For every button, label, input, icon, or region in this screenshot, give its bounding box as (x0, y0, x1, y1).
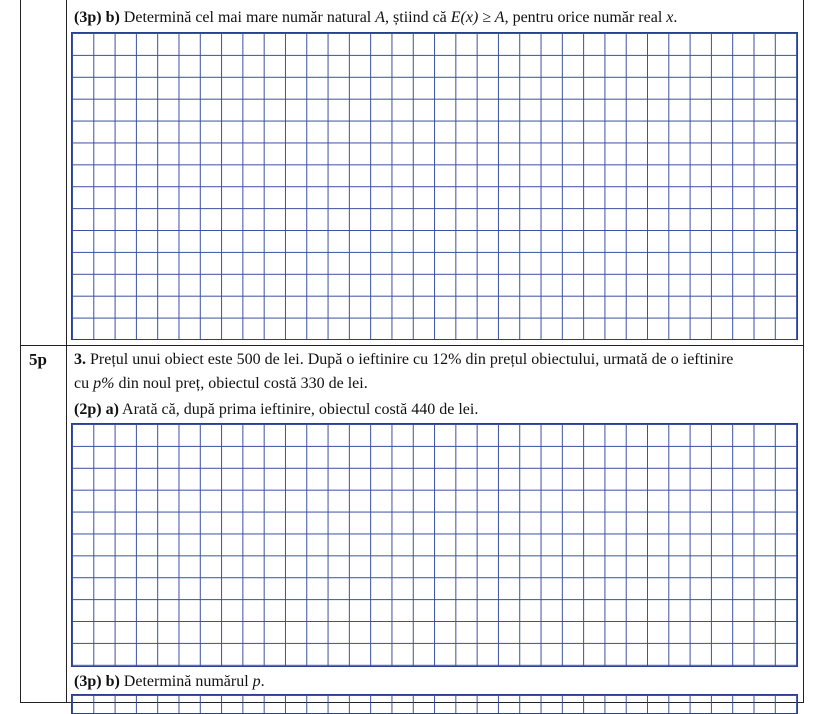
part-a-prompt (74, 400, 478, 420)
problem-divider (20, 345, 804, 346)
inequality-expression: E(x) ≥ A (450, 9, 505, 26)
problem-text: de lei. (328, 375, 368, 392)
problem-text: de lei. După o ieftinire cu (264, 351, 429, 368)
part-label: a) (105, 401, 119, 418)
prompt-text: , știind că (385, 9, 447, 26)
problem-text: din prețul obiectului, urmată de o ieftinire (465, 351, 734, 368)
price-value: 500 (236, 351, 261, 368)
final-price-value: 330 (300, 375, 325, 392)
price-value: 440 (411, 401, 436, 418)
problem-3-line-2 (74, 374, 368, 394)
prompt-text: Determină cel mai mare număr natural (123, 9, 372, 26)
part-label: b) (105, 673, 120, 690)
prompt-text: Determină numărul (123, 673, 249, 690)
problem-text: Prețul unui obiect este (90, 351, 233, 368)
part-b-prompt-problem-3 (74, 672, 265, 692)
prompt-text: de lei. (439, 401, 479, 418)
part-b-prompt (74, 8, 677, 28)
variable-x: x (666, 9, 674, 26)
points-label: (2p) (74, 401, 102, 418)
answer-grid-top[interactable] (71, 32, 798, 340)
score-label: 5p (29, 350, 47, 369)
points-label: (3p) (74, 673, 102, 690)
variable-a: A (375, 9, 386, 26)
problem-text: din noul preț, obiectul costă (118, 375, 297, 392)
percent-value: 12% (432, 351, 462, 368)
part-label: b) (105, 9, 120, 26)
problem-number: 3. (74, 351, 86, 368)
score-column-divider (66, 0, 67, 702)
answer-grid-part-b[interactable] (71, 694, 798, 714)
prompt-text: Arată că, după prima ieftinire, obiectul costă (122, 401, 408, 418)
points-label: (3p) (74, 9, 102, 26)
prompt-text: , pentru orice număr real (504, 9, 663, 26)
answer-grid-part-a[interactable] (71, 423, 798, 667)
variable-p: p (252, 673, 261, 690)
problem-3-line-1 (74, 350, 733, 370)
problem-text: cu (74, 375, 90, 392)
variable-p-percent: p% (93, 375, 115, 392)
prompt-text: . (260, 673, 265, 690)
prompt-text: . (673, 9, 678, 26)
